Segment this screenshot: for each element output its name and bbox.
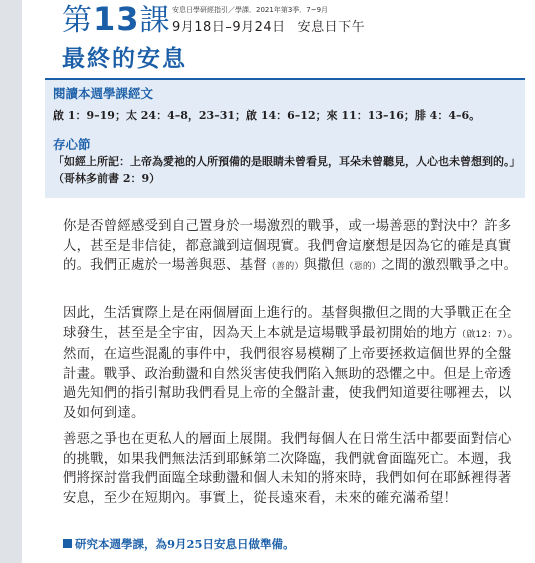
inline-reference: （啟12：7）	[457, 329, 508, 340]
paragraph-3: 善惡之爭也在更私人的層面上展開。我們每個人在日常生活中都要面對信心的挑戰，如果我們無法活到耶穌第二次降臨，我們就會面臨死亡。本週，我們將探討當我們面臨全球動盪和個人未知的將來時，我們如何在耶穌裡得著安息，至少在短期內。事實上，從長遠來看，未來的確充滿希望！	[63, 432, 512, 506]
date-line	[172, 16, 365, 35]
paragraph-2	[63, 304, 523, 423]
preparation-note	[63, 536, 295, 552]
page-margin	[0, 0, 30, 563]
date-range: 9月18日–9月24日	[172, 20, 286, 35]
inline-note: （惡的）	[344, 262, 382, 272]
paragraph-1	[63, 217, 523, 278]
lesson-number: 13	[93, 0, 140, 38]
memory-verse-heading: 存心節	[53, 137, 91, 152]
study-box	[45, 78, 525, 198]
paragraph-text: 之間的激烈戰爭之中。	[381, 258, 518, 273]
reading-heading: 閱讀本週學課經文	[53, 86, 154, 101]
paragraph-text: 你是否曾經感受到自己置身於一場激烈的戰爭，或一場善惡的對決中？許多人，甚至是非信徒，都意識到這個現實。我們會這麼想是因為它的確是真實的。我們正處於一場善與惡、基督	[63, 219, 512, 273]
lesson-number-heading	[62, 2, 171, 38]
lesson-prefix: 第	[62, 3, 93, 38]
side-strip	[0, 0, 22, 563]
paragraph-text: 。然而，在這些混亂的事件中，我們很容易模糊了上帝要拯救這個世界的全盤計畫。戰爭、政治動盪和自然災害使我們陷入無助的恐懼之中。但是上帝透過先知們的指引幫助我們看見上帝的全盤計畫，使我們知道要往哪裡去，以及如何到達。	[63, 325, 521, 421]
publication-meta: 安息日學研經指引／學課．2021年第3季．7~9月	[172, 6, 329, 14]
paragraph-text: 與撒但	[303, 258, 345, 273]
paragraph-text: 因此，生活實際上是在兩個層面上進行的。基督與撒但之間的大爭戰正在全球發生，甚至是全宇宙，因為天上本就是這場戰爭最初開始的地方	[63, 306, 512, 341]
reading-references: 啟 1：9–19；太 24：4–8，23–31；啟 14：6–12；來 11：13–16；腓 4：4–6。	[53, 109, 481, 122]
square-bullet-icon	[63, 539, 72, 548]
preparation-note-text: 研究本週學課，為9月25日安息日做準備。	[75, 537, 295, 551]
lesson-title: 最終的安息	[62, 46, 187, 72]
sabbath-label: 安息日下午	[297, 20, 366, 35]
memory-verse: 「如經上所記：上帝為愛祂的人所預備的是眼睛未曾看見，耳朵未曾聽見，人心也未曾想到的。」（哥林多前書 2：9）	[53, 155, 515, 185]
lesson-header	[62, 2, 522, 74]
inline-note: （善的）	[266, 262, 304, 272]
lesson-suffix: 課	[139, 3, 171, 38]
